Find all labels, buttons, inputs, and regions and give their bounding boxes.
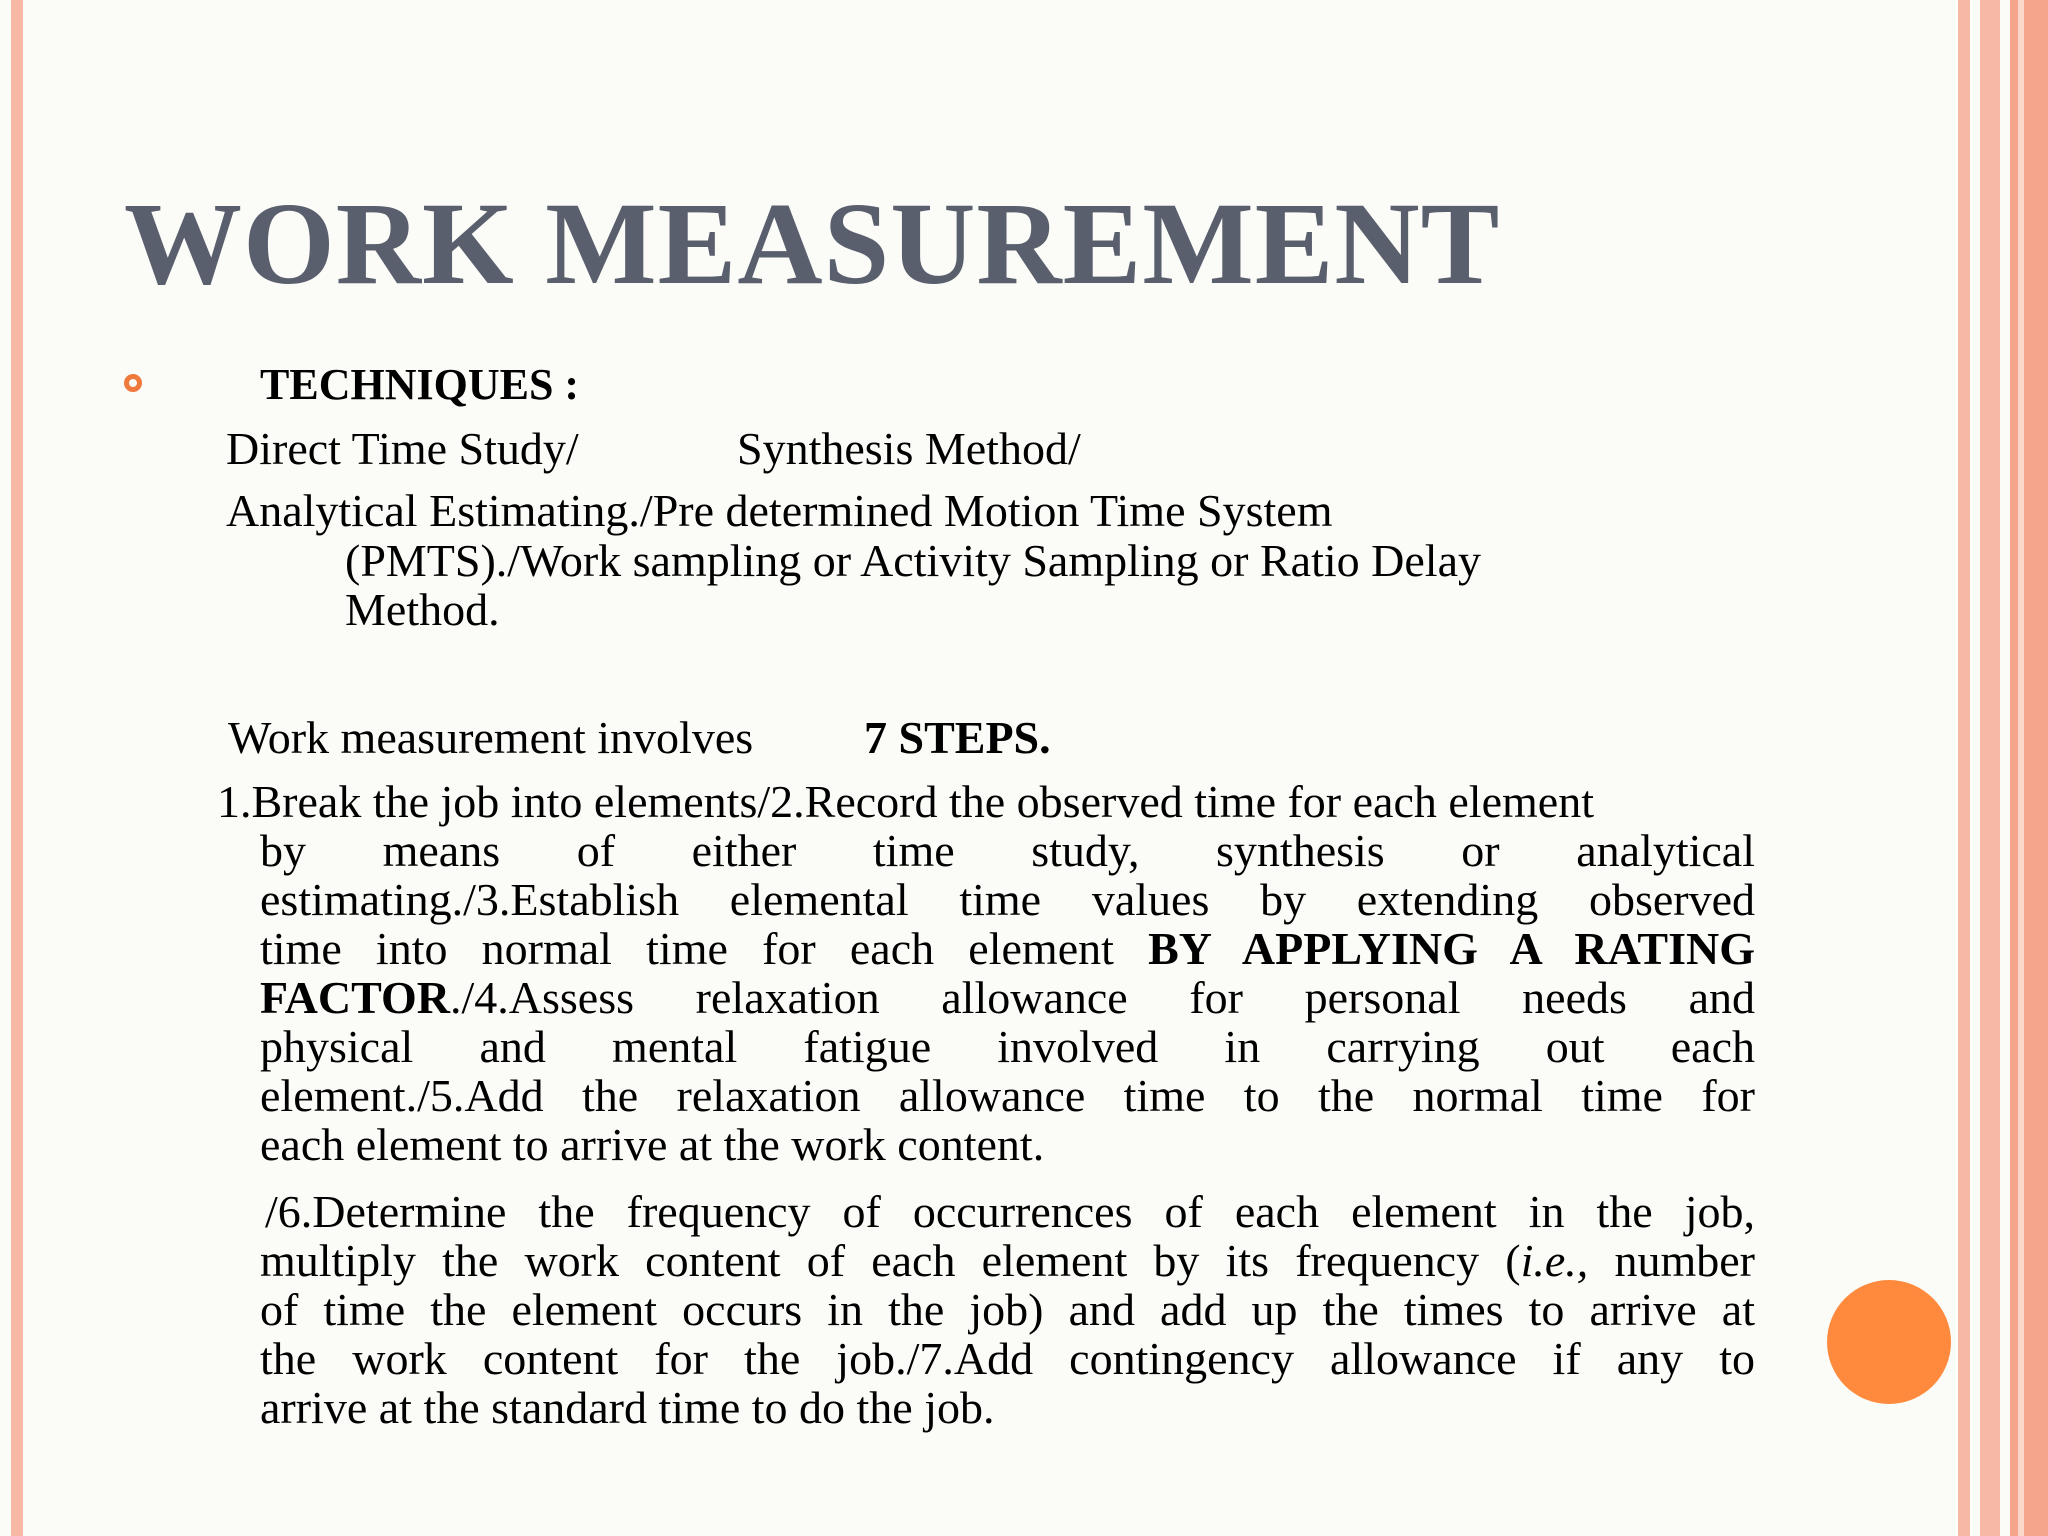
paragraph1-line4-bold: BY APPLYING A RATING [1148,923,1756,974]
paragraph1-line4-text: time into normal time for each element [260,923,1114,974]
paragraph1-line3: estimating./3.Establish elemental time values by extending observed [260,874,1755,925]
paragraph2-line4: the work content for the job./7.Add contingency allowance if any to [260,1333,1755,1384]
paragraph1-line1: 1.Break the job into elements/2.Record the observed time for each element [217,776,1594,827]
paragraph1-line6: physical and mental fatigue involved in carrying out each [260,1021,1755,1072]
right-accent-stripe-2 [1980,0,2000,1536]
steps-count: 7 STEPS. [864,712,1051,763]
slide-title: WORK MEASUREMENT [124,178,1501,309]
paragraph2-line3: of time the element occurs in the job) and add up the times to arrive at [260,1284,1755,1335]
paragraph2-line2-italic: i.e., [1520,1235,1589,1286]
right-accent-stripe-1 [1958,0,1970,1536]
technique-method-line: Method. [345,584,500,635]
orange-circle-decoration [1827,1280,1951,1404]
paragraph1-line5-bold: FACTOR [260,972,450,1023]
paragraph1-line4 [260,924,1755,973]
bullet-circle-icon [124,374,142,392]
technique-pmts-line: (PMTS)./Work sampling or Activity Sampling or Ratio Delay [345,535,1481,586]
paragraph2-line2-text-b: number [1588,1235,1755,1286]
paragraph2-line5: arrive at the standard time to do the job. [260,1382,995,1433]
paragraph1-line5 [260,973,1755,1022]
technique-analytical-line: Analytical Estimating./Pre determined Motion Time System [226,485,1333,536]
technique-synthesis-method: Synthesis Method/ [737,423,1081,474]
paragraph2-line2-text-a: multiply the work content of each element by its frequency ( [260,1235,1521,1286]
steps-intro-text: Work measurement involves [228,712,754,763]
paragraph2-line1: /6.Determine the frequency of occurrences of each element in the job, [265,1186,1755,1237]
left-accent-stripe [11,0,23,1536]
paragraph1-line5-text: ./4.Assess relaxation allowance for personal needs and [449,972,1755,1023]
paragraph2-line2 [260,1236,1755,1285]
right-accent-stripe-3 [2010,0,2048,1536]
technique-direct-time-study: Direct Time Study/ [226,423,579,474]
paragraph1-line8: each element to arrive at the work content. [260,1119,1045,1170]
paragraph1-line2: by means of either time study, synthesis or analytical [260,825,1755,876]
techniques-heading: TECHNIQUES : [260,360,580,409]
paragraph1-line7: element./5.Add the relaxation allowance time to the normal time for [260,1070,1755,1121]
